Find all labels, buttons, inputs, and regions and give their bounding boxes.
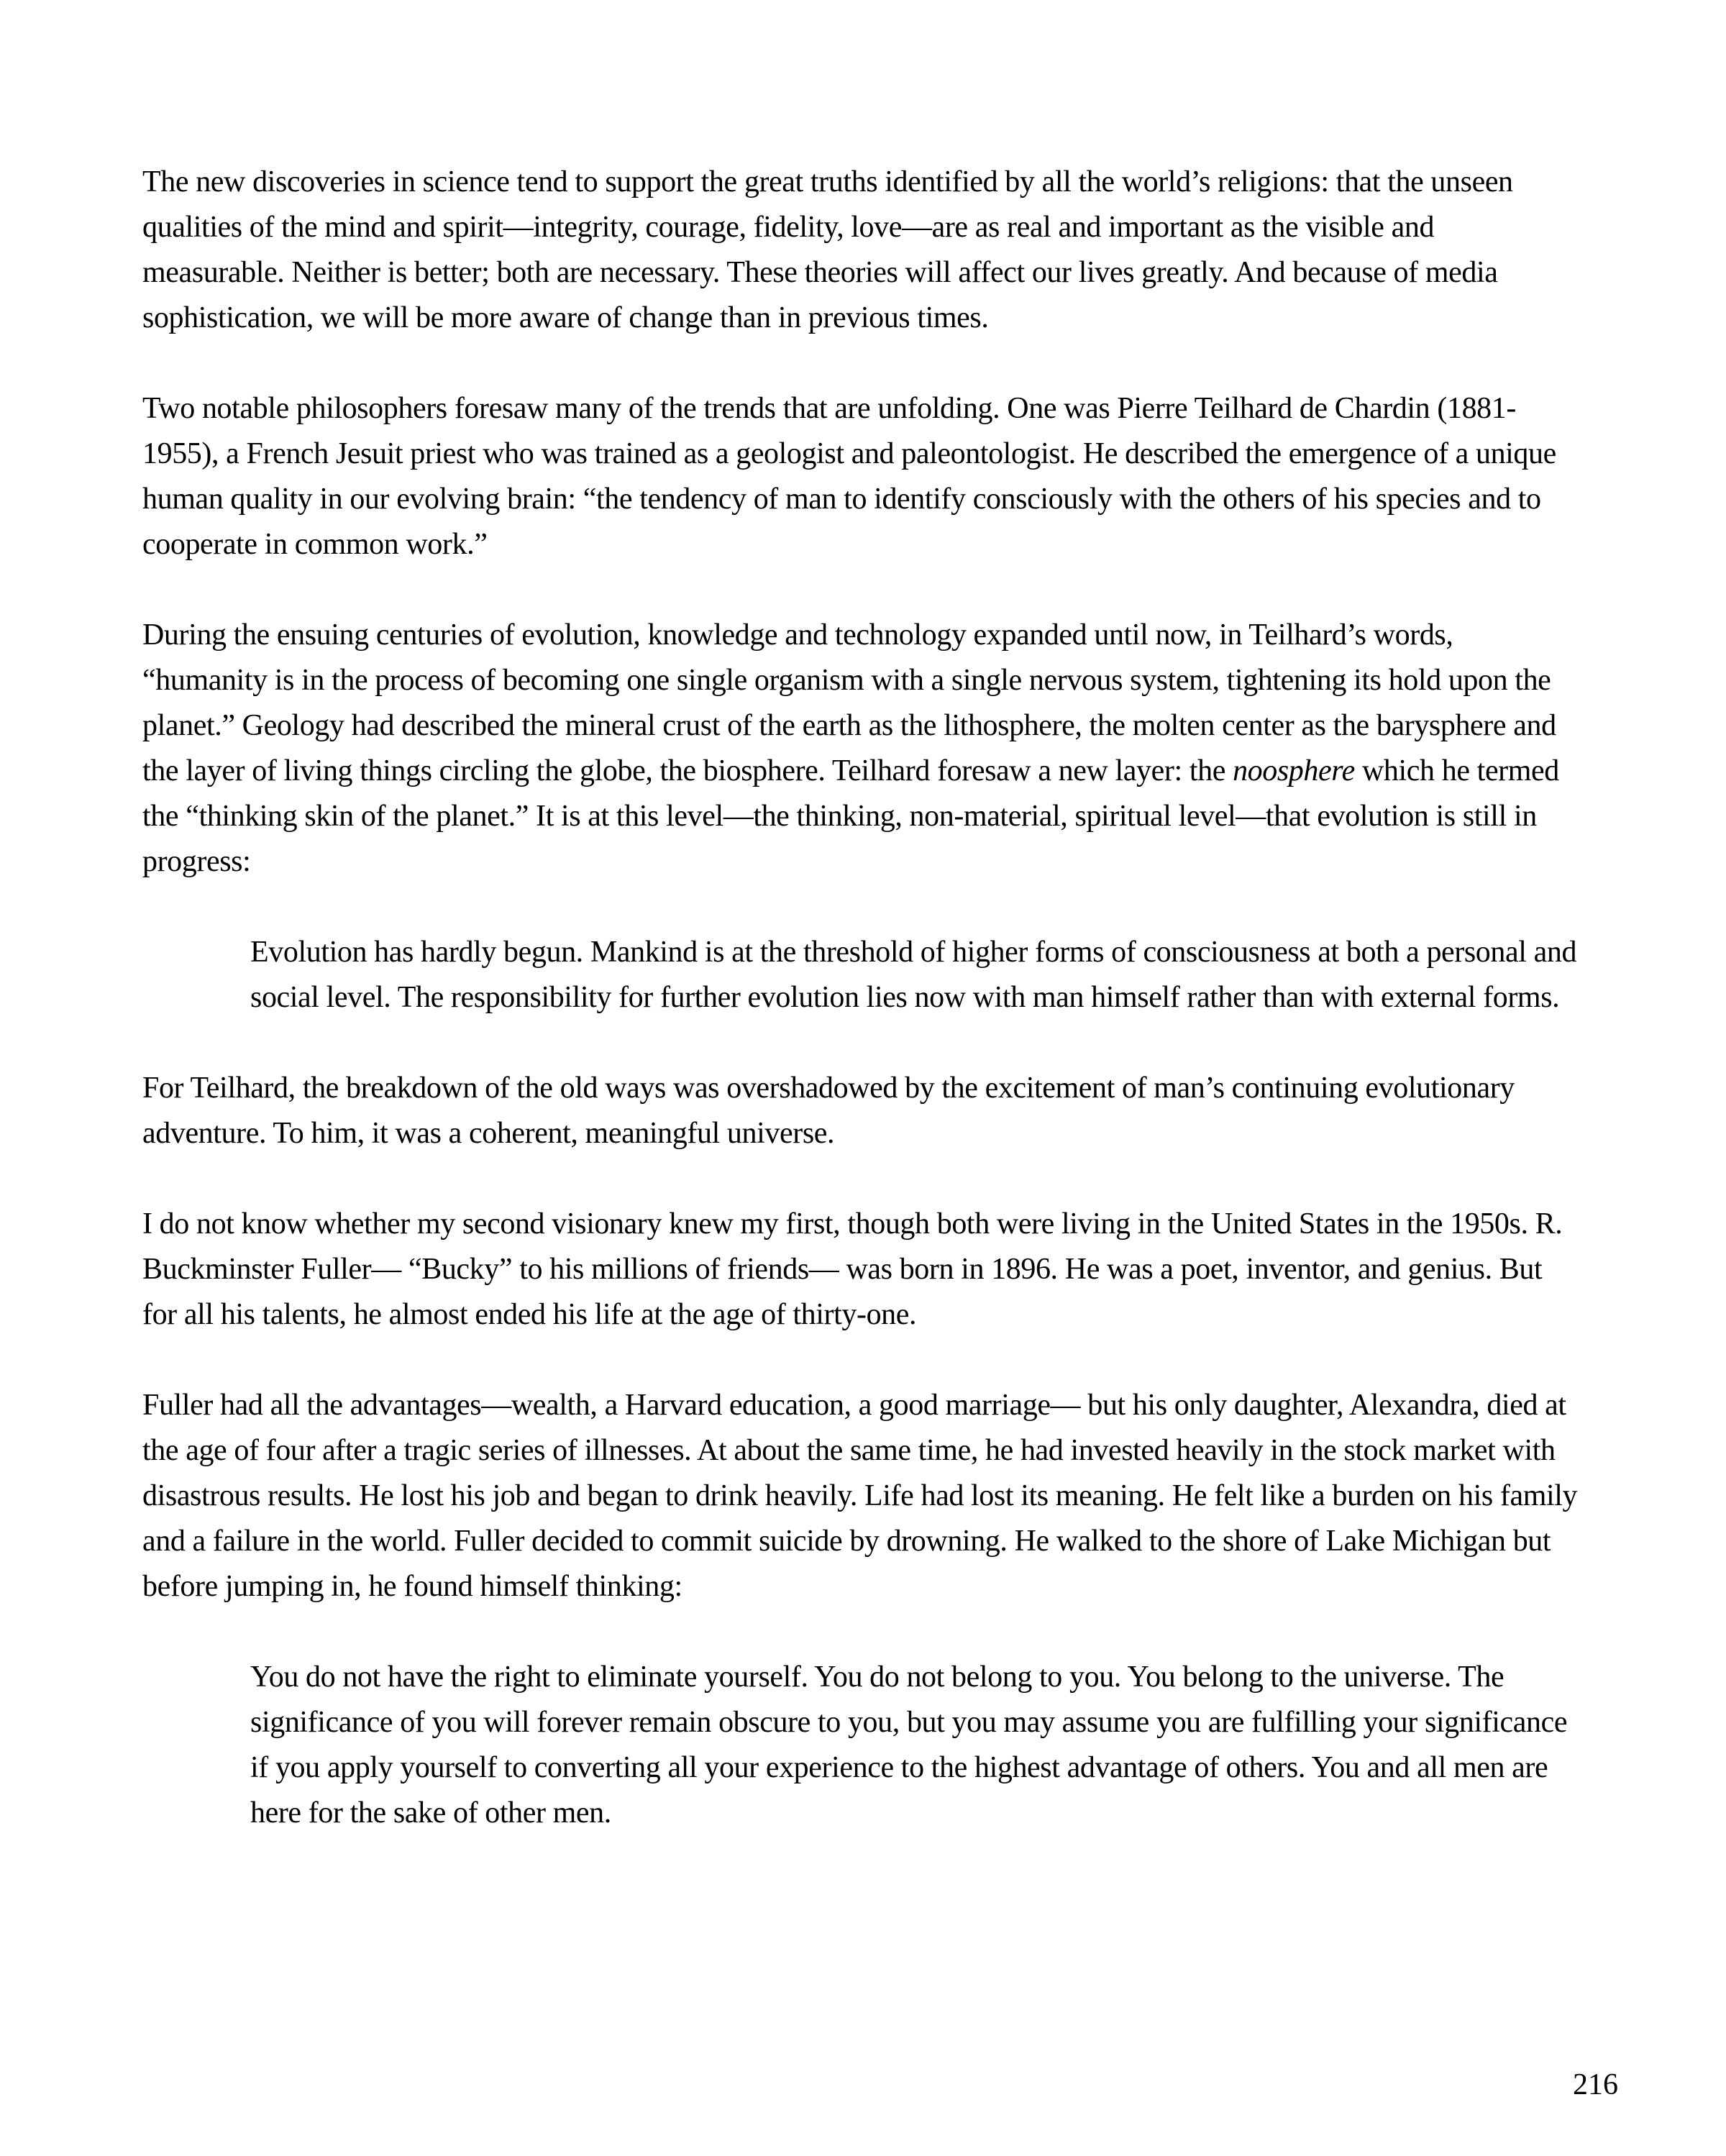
paragraph-fuller-story: Fuller had all the advantages—wealth, a Harvard education, a good marriage— but his only daughter, Alexandra, died at the age of four after a tragic series of illnesses. At about the same time, he had invested heavily in the stock market with disastrous results. He lost his job and began to drink heavily. Life had lost its meaning. He felt like a burden on his family and a failure in the world. Fuller decided to commit suicide by drowning. He walked to the shore of Lake Michigan but before jumping in, he found himself thinking: [142,1389,1578,1603]
block-quote-teilhard: Evolution has hardly begun. Mankind is at the threshold of higher forms of consciousness at both a personal and social level. The responsibility for further evolution lies now with man himself rather than with external forms. [250,936,1577,1014]
noosphere-term: noosphere [1233,754,1355,787]
page-number: 216 [1573,2068,1618,2101]
paragraph-teilhard-summary: For Teilhard, the breakdown of the old ways was overshadowed by the excitement of man’s continuing evolutionary adventure. To him, it was a coherent, meaningful universe. [142,1072,1515,1150]
paragraph-fuller-intro: I do not know whether my second visionary knew my first, though both were living in the United States in the 1950s. R. Buckminster Fuller— “Bucky” to his millions of friends— was born in 1896. He was a poet, inventor, and genius. But for all his talents, he almost ended his life at the age of thirty-one. [142,1207,1563,1331]
paragraph-noosphere [142,613,1581,885]
noosphere-text-end: which he termed the “thinking skin of the planet.” It is at this level—the thinking, non-material, spiritual level—that evolution is still in progress: [142,754,1559,878]
body-text [142,160,1581,1881]
paragraph-teilhard-intro: Two notable philosophers foresaw many of the trends that are unfolding. One was Pierre Teilhard de Chardin (1881-1955), a French Jesuit priest who was trained as a geologist and paleontologist. He described the emergence of a unique human quality in our evolving brain: “the tendency of man to identify consciously with the others of his species and to cooperate in common work.” [142,392,1556,561]
noosphere-text-start: During the ensuing centuries of evolution, knowledge and technology expanded until now, in Teilhard’s words, “humanity is in the process of becoming one single organism with a single nervous system, tightening its hold upon the planet.” Geology had described the mineral crust of the earth as the lithosphere, the molten center as the barysphere and the layer of living things circling the globe, the biosphere. Teilhard foresaw a new layer: the [142,618,1556,787]
block-quote-fuller: You do not have the right to eliminate yourself. You do not belong to you. You belong to the universe. The significance of you will forever remain obscure to you, but you may assume you are fulfilling your significance if you apply yourself to converting all your experience to the highest advantage of others. You and all men are here for the sake of other men. [250,1661,1568,1830]
paragraph-science-truths: The new discoveries in science tend to support the great truths identified by all the world’s religions: that the unseen qualities of the mind and spirit—integrity, courage, fidelity, love—are as real and important as the visible and measurable. Neither is better; both are necessary. These theories will affect our lives greatly. And because of media sophistication, we will be more aware of change than in previous times. [142,165,1513,334]
